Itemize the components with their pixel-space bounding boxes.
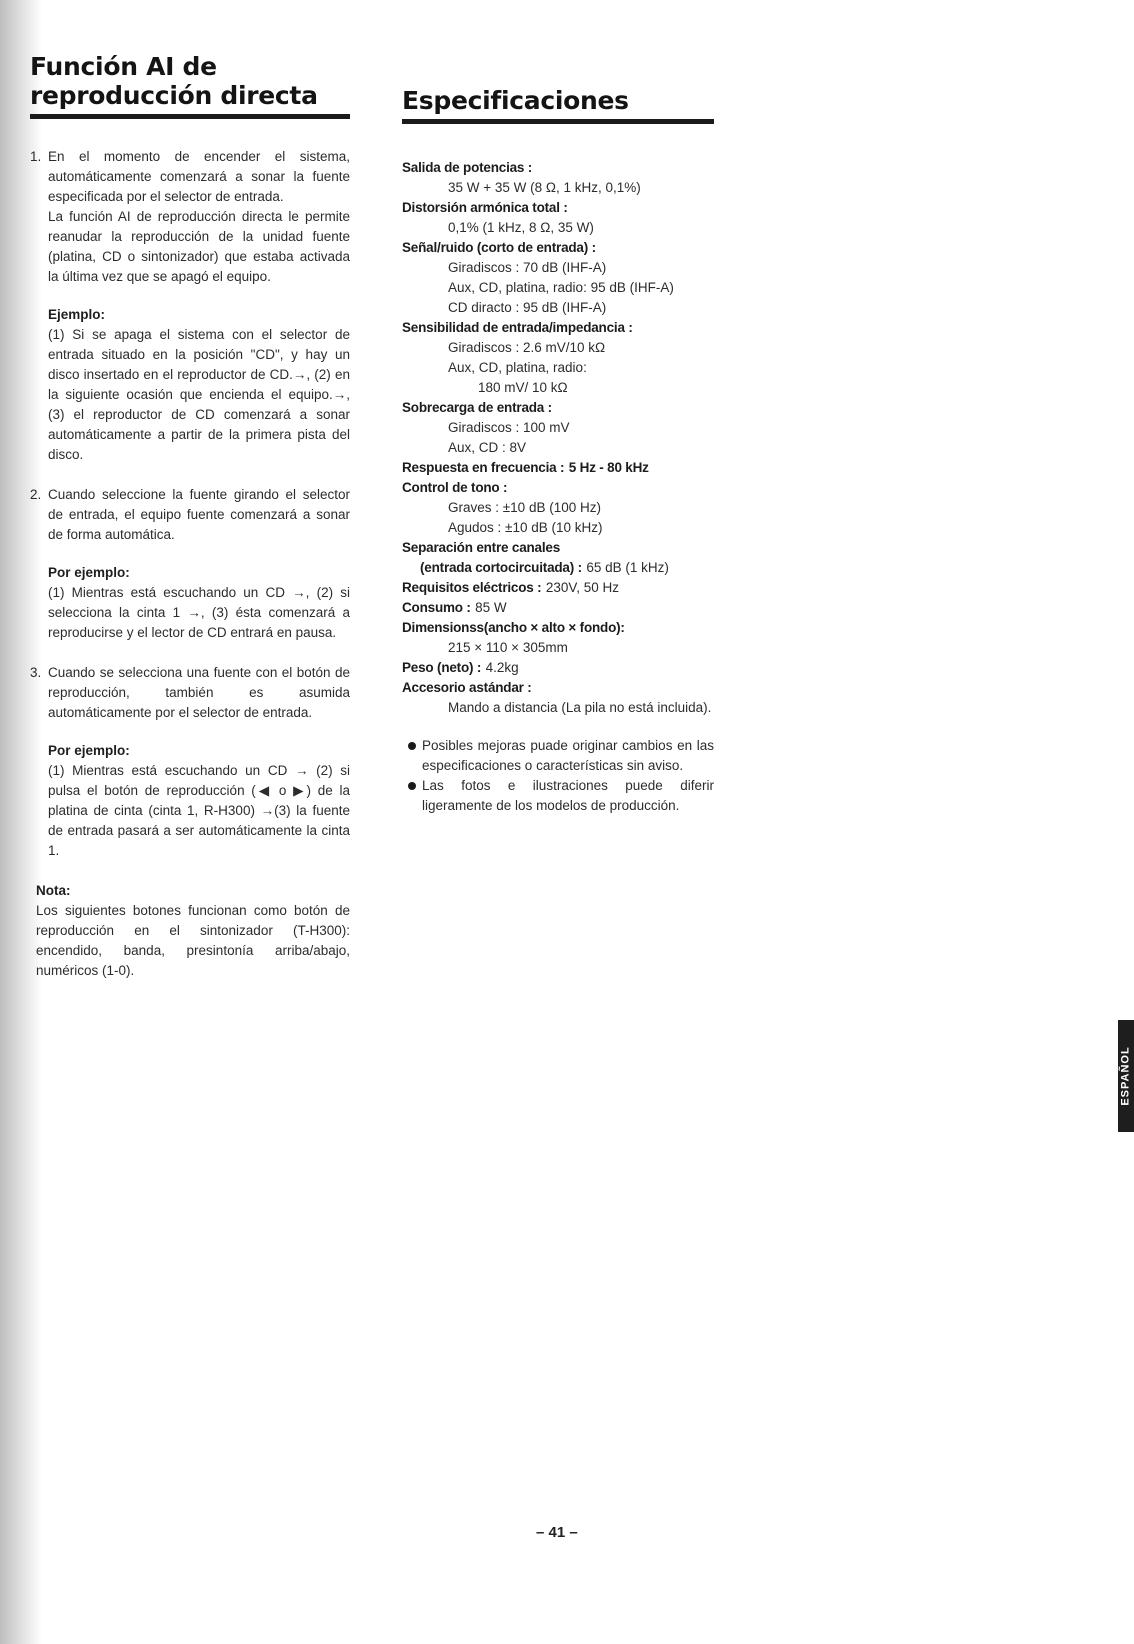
item-paragraph: Cuando se selecciona una fuente con el botón de reproducción, también es asumida automáticamente por el selector de entrada. bbox=[48, 665, 350, 720]
page-number: – 41 – bbox=[536, 1524, 578, 1541]
spec-frequency-row bbox=[402, 458, 714, 478]
spec-separation-label: Separación entre canales bbox=[402, 540, 561, 555]
spec-weight-value: 4.2kg bbox=[485, 660, 519, 675]
spec-sensitivity-aux: Aux, CD, platina, radio: bbox=[448, 360, 587, 375]
specifications-title: Especificaciones bbox=[402, 86, 629, 115]
item-paragraph: En el momento de encender el sistema, automáticamente comenzará a sonar la fuente especificada por el selector de entrada. bbox=[48, 149, 350, 204]
list-item-2 bbox=[30, 485, 350, 643]
example-text: (1) Mientras está escuchando un CD →, (2) si selecciona la cinta 1 →, (3) ésta comenzará a reproducirse y el lector de CD entrará en pausa. bbox=[48, 585, 350, 640]
item-paragraph: La función AI de reproducción directa le permite reanudar la reproducción de la unidad fuente (platina, CD o sintonizador) que estaba activada la última vez que se apagó el equipo. bbox=[48, 209, 350, 284]
spec-power-value: 230V, 50 Hz bbox=[545, 580, 619, 595]
note-label: Nota: bbox=[36, 883, 71, 898]
example-label: Ejemplo: bbox=[48, 307, 106, 322]
spec-consumption-label: Consumo : bbox=[402, 600, 471, 615]
spec-sensitivity-label: Sensibilidad de entrada/impedancia : bbox=[402, 320, 633, 335]
title-rule bbox=[402, 119, 714, 124]
list-item-3 bbox=[30, 663, 350, 861]
title-line-2: reproducción directa bbox=[30, 81, 318, 110]
spec-frequency-label: Respuesta en frecuencia : bbox=[402, 460, 565, 475]
spec-snr-label: Señal/ruido (corto de entrada) : bbox=[402, 240, 596, 255]
spec-overload-aux: Aux, CD : 8V bbox=[448, 440, 527, 455]
item-paragraph: Cuando seleccione la fuente girando el selector de entrada, el equipo fuente comenzará a sonar de forma automática. bbox=[48, 487, 350, 542]
title-line-1: Función AI de bbox=[30, 52, 217, 81]
spec-sensitivity-phono: Giradiscos : 2.6 mV/10 kΩ bbox=[448, 340, 606, 355]
spec-power-label: Requisitos eléctricos : bbox=[402, 580, 542, 595]
left-column bbox=[30, 52, 350, 981]
bullet-item bbox=[402, 776, 714, 816]
spec-separation-value: 65 dB (1 kHz) bbox=[586, 560, 669, 575]
right-column bbox=[402, 86, 714, 816]
spec-overload-label: Sobrecarga de entrada : bbox=[402, 400, 552, 415]
spec-tone-bass: Graves : ±10 dB (100 Hz) bbox=[448, 500, 601, 515]
spec-snr-cd: CD diracto : 95 dB (IHF-A) bbox=[448, 300, 607, 315]
example-text: (1) Mientras está escuchando un CD → (2) si pulsa el botón de reproducción (◀ o ▶) de la platina de cinta (cinta 1, R-H300) →(3) la fuente de entrada pasará a ser automáticamente la cinta 1. bbox=[48, 763, 350, 858]
example-label: Por ejemplo: bbox=[48, 743, 130, 758]
item-number: 1. bbox=[30, 149, 42, 164]
spec-output-label: Salida de potencias : bbox=[402, 160, 533, 175]
spec-accessory-label: Accesorio astándar : bbox=[402, 680, 532, 695]
spec-separation-row bbox=[402, 558, 714, 578]
spec-separation-sub: (entrada cortocircuitada) : bbox=[420, 560, 582, 575]
spec-sensitivity-aux-value: 180 mV/ 10 kΩ bbox=[478, 380, 568, 395]
specifications-list bbox=[402, 158, 714, 718]
spec-consumption-row bbox=[402, 598, 714, 618]
note-text: Los siguientes botones funcionan como botón de reproducción en el sintonizador (T-H300): encendido, banda, presintonía arriba/abajo, numéricos (1-0). bbox=[36, 903, 350, 978]
bullet-text: Posibles mejoras puade originar cambios en las especificaciones o características sin aviso. bbox=[422, 738, 714, 773]
language-tab bbox=[1118, 1020, 1134, 1132]
spec-overload-phono: Giradiscos : 100 mV bbox=[448, 420, 570, 435]
numbered-list bbox=[30, 147, 350, 861]
spec-weight-row bbox=[402, 658, 714, 678]
spec-accessory-value: Mando a distancia (La pila no está incluida). bbox=[448, 700, 712, 715]
spec-power-row bbox=[402, 578, 714, 598]
language-tab-label: ESPAÑOL bbox=[1120, 1046, 1133, 1106]
bullet-dot-icon bbox=[408, 782, 416, 790]
notice-bullets bbox=[402, 736, 714, 816]
bullet-text: Las fotos e ilustraciones puede diferir ligeramente de los modelos de producción. bbox=[422, 778, 714, 813]
spec-output-value: 35 W + 35 W (8 Ω, 1 kHz, 0,1%) bbox=[448, 180, 641, 195]
example-text: (1) Si se apaga el sistema con el selector de entrada situado en la posición "CD", y hay un disco insertado en el reproductor de CD.→, (2) en la siguiente ocasión que encienda el equipo.→, (3) el reproductor de CD comenzará a sonar automáticamente a partir de la primera pista del disco. bbox=[48, 327, 350, 462]
item-number: 2. bbox=[30, 487, 42, 502]
bullet-dot-icon bbox=[408, 742, 416, 750]
title-rule bbox=[30, 114, 350, 119]
spec-weight-label: Peso (neto) : bbox=[402, 660, 482, 675]
ai-direct-play-title bbox=[30, 52, 350, 110]
spec-snr-aux: Aux, CD, platina, radio: 95 dB (IHF-A) bbox=[448, 280, 674, 295]
spec-tone-treble: Agudos : ±10 dB (10 kHz) bbox=[448, 520, 603, 535]
spec-tone-label: Control de tono : bbox=[402, 480, 508, 495]
example-label: Por ejemplo: bbox=[48, 565, 130, 580]
spec-snr-phono: Giradiscos : 70 dB (IHF-A) bbox=[448, 260, 607, 275]
spec-thd-value: 0,1% (1 kHz, 8 Ω, 35 W) bbox=[448, 220, 594, 235]
bullet-item bbox=[402, 736, 714, 776]
note-block bbox=[30, 881, 350, 981]
spec-dimensions-label: Dimensionss(ancho × alto × fondo): bbox=[402, 620, 625, 635]
spec-consumption-value: 85 W bbox=[475, 600, 507, 615]
list-item-1 bbox=[30, 147, 350, 465]
spec-frequency-value: 5 Hz - 80 kHz bbox=[568, 460, 649, 475]
spec-dimensions-value: 215 × 110 × 305mm bbox=[448, 640, 568, 655]
item-number: 3. bbox=[30, 665, 42, 680]
spec-thd-label: Distorsión armónica total : bbox=[402, 200, 568, 215]
